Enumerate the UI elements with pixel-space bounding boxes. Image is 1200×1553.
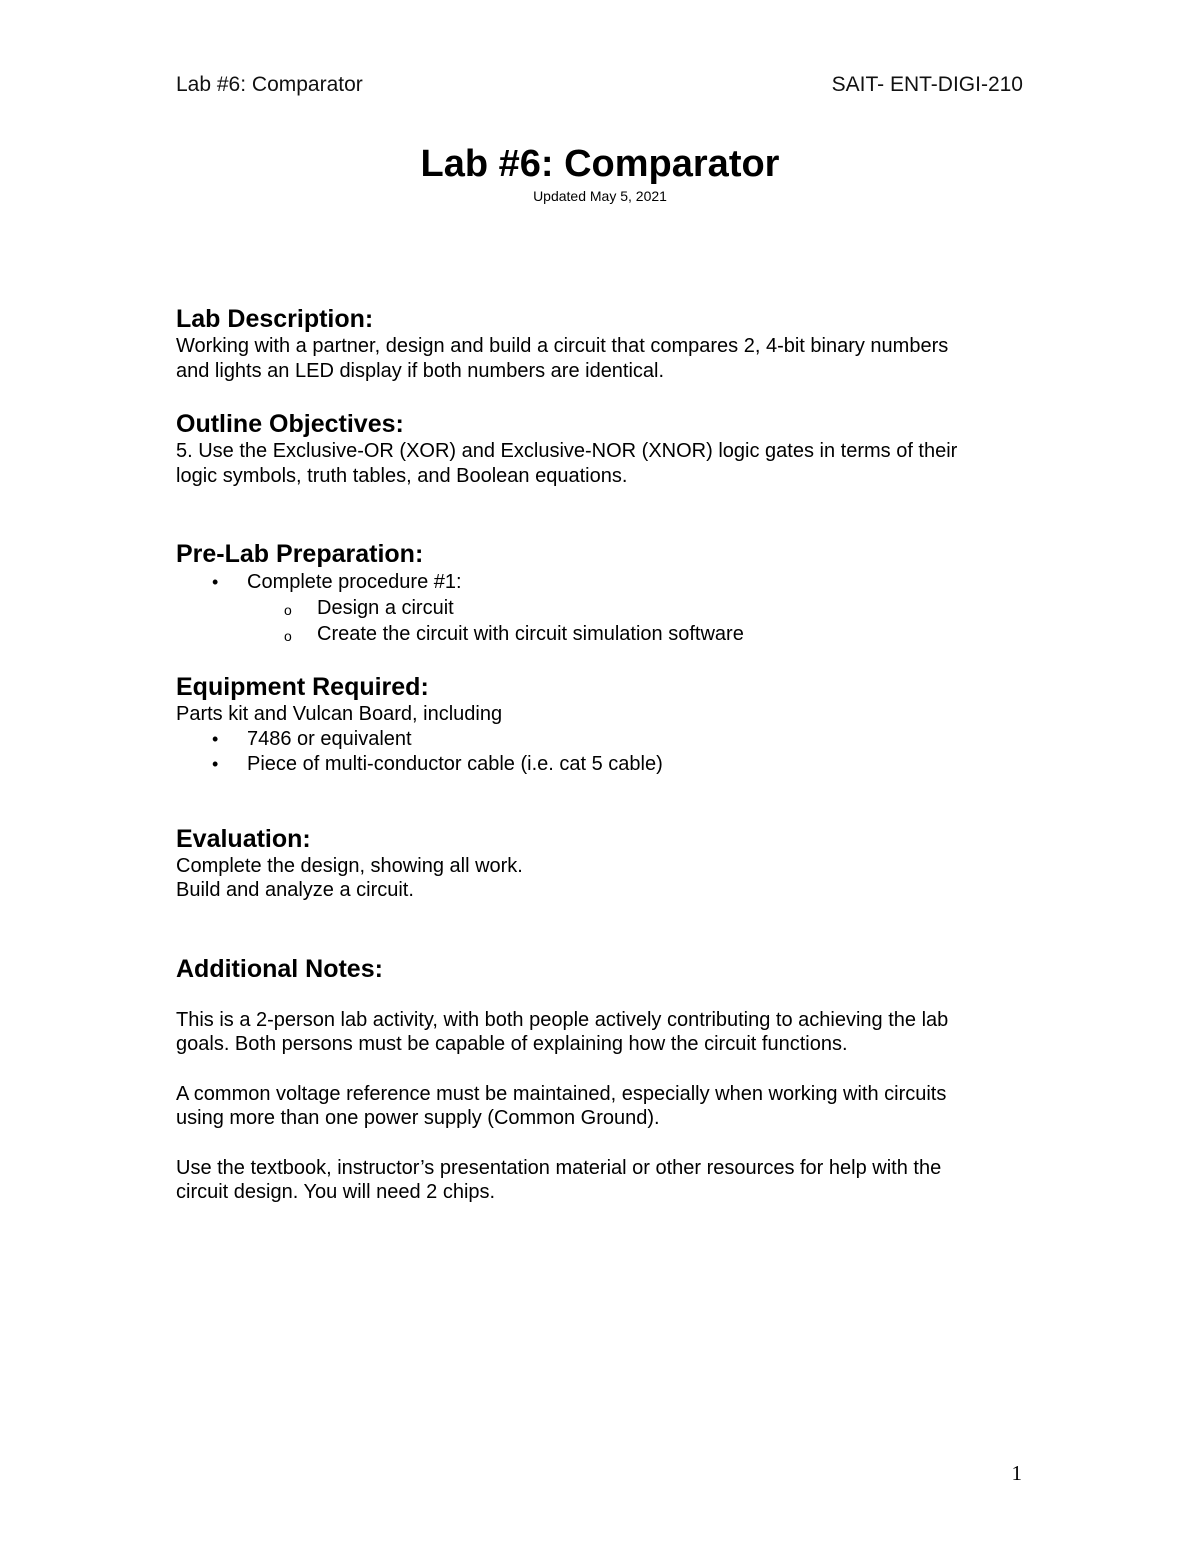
section-heading: Pre-Lab Preparation:	[176, 540, 424, 568]
running-header-left: Lab #6: Comparator	[176, 73, 363, 96]
section-evaluation	[176, 824, 1036, 903]
sub-bullet-icon: o	[284, 628, 292, 644]
sub-bullet-text: Create the circuit with circuit simulation software	[317, 623, 744, 645]
bullet-text: 7486 or equivalent	[247, 727, 412, 750]
paragraph-line: and lights an LED display if both numbers are identical.	[176, 359, 665, 382]
bullet-icon: •	[212, 753, 219, 774]
document-title: Lab #6: Comparator	[420, 143, 780, 185]
sub-bullet-item	[176, 595, 1036, 621]
sub-bullet-item	[176, 621, 1036, 647]
spacer	[176, 1057, 1036, 1082]
paragraph-line: logic symbols, truth tables, and Boolean equations.	[176, 464, 628, 487]
section-heading: Additional Notes:	[176, 954, 383, 983]
bullet-icon: •	[212, 572, 219, 592]
paragraph-line: Working with a partner, design and build a circuit that compares 2, 4-bit binary numbers	[176, 335, 949, 357]
section-heading: Lab Description:	[176, 305, 374, 333]
section-heading: Outline Objectives:	[176, 410, 404, 438]
section-pre-lab	[176, 539, 1036, 647]
running-header-right: SAIT- ENT-DIGI-210	[831, 73, 1023, 96]
paragraph-line: Build and analyze a circuit.	[176, 879, 414, 901]
paragraph-line: 5. Use the Exclusive-OR (XOR) and Exclusive-NOR (XNOR) logic gates in terms of their	[176, 440, 958, 462]
paragraph-line: Parts kit and Vulcan Board, including	[176, 703, 503, 725]
title-block	[0, 142, 1200, 205]
updated-date: Updated May 5, 2021	[533, 188, 667, 204]
paragraph-line: Use the textbook, instructor’s presentation material or other resources for help with the	[176, 1156, 942, 1179]
spacer	[176, 1131, 1036, 1156]
section-heading: Evaluation:	[176, 824, 311, 853]
section-additional-notes	[176, 954, 1036, 1205]
paragraph-line: Complete the design, showing all work.	[176, 854, 523, 877]
section-heading: Equipment Required:	[176, 673, 429, 701]
bullet-icon: •	[212, 728, 219, 749]
sub-bullet-text: Design a circuit	[317, 597, 454, 619]
page-number: 1	[1011, 1461, 1022, 1485]
section-outline-objectives	[176, 409, 1036, 488]
spacer	[176, 984, 1036, 1008]
bullet-text: Piece of multi-conductor cable (i.e. cat 5 cable)	[247, 752, 663, 775]
bullet-item	[176, 727, 1036, 752]
section-lab-description	[176, 304, 1036, 383]
paragraph-line: using more than one power supply (Common Ground).	[176, 1107, 660, 1129]
paragraph-line: A common voltage reference must be maintained, especially when working with circuits	[176, 1082, 947, 1105]
paragraph-line: goals. Both persons must be capable of explaining how the circuit functions.	[176, 1033, 848, 1055]
section-equipment-required	[176, 672, 1036, 777]
sub-bullet-icon: o	[284, 602, 292, 618]
bullet-item	[176, 752, 1036, 777]
document-body	[176, 304, 1036, 1205]
bullet-item	[176, 569, 1036, 595]
paragraph-line: This is a 2-person lab activity, with both people actively contributing to achieving the lab	[176, 1008, 949, 1031]
paragraph-line: circuit design. You will need 2 chips.	[176, 1181, 496, 1203]
bullet-text: Complete procedure #1:	[247, 571, 462, 593]
